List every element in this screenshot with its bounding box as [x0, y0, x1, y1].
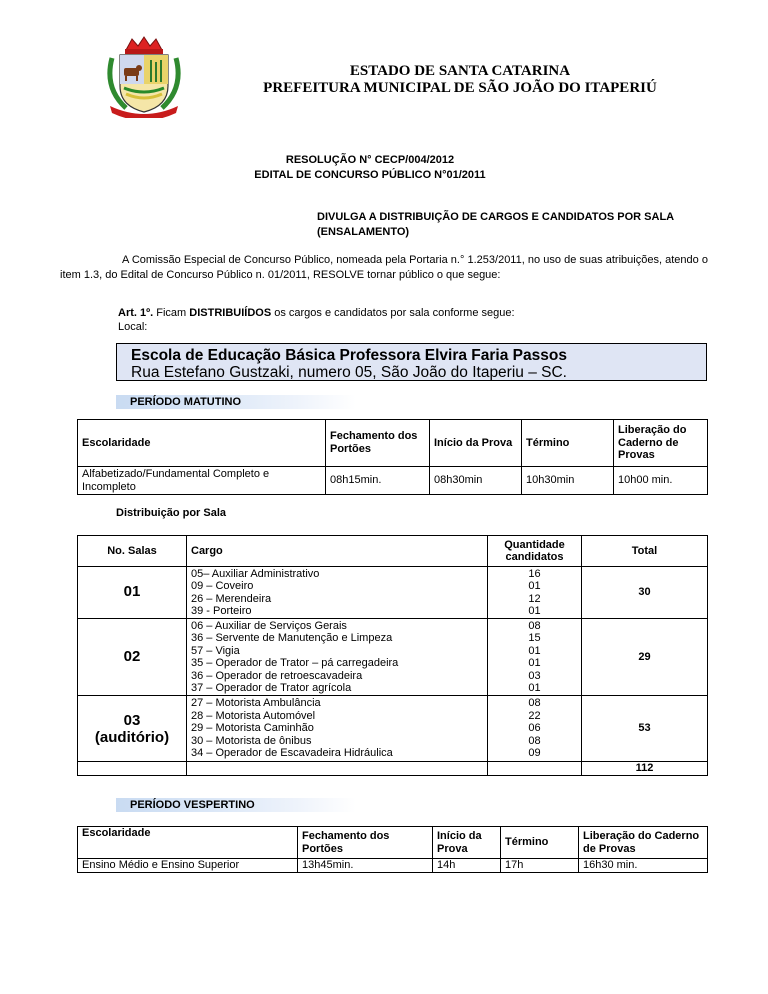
header-cell: Escolaridade — [78, 827, 298, 859]
school-box — [116, 343, 707, 381]
municipal-crest-logo — [106, 36, 182, 118]
header-cell: Término — [501, 827, 579, 859]
article-label: Art. 1º. — [118, 307, 154, 319]
grand-total-row — [78, 762, 708, 776]
quantity-line: 01 — [528, 580, 541, 592]
job-line: 37 – Operador de Trator agrícola — [191, 682, 352, 694]
quantity-line: 15 — [528, 632, 541, 644]
header-cell: Liberação do Caderno de Provas — [614, 420, 708, 467]
resolution-number: RESOLUÇÃO N° CECP/004/2012 — [285, 154, 455, 166]
article-text-2: os cargos e candidatos por sala conforme segue: — [271, 307, 515, 319]
table-cell: 13h45min. — [298, 859, 433, 873]
table-cell: 17h — [501, 859, 579, 873]
room-jobs — [187, 696, 488, 762]
table-cell: 10h00 min. — [614, 467, 708, 495]
article-1 — [118, 306, 515, 321]
intro-paragraph: A Comissão Especial de Concurso Público, nomeada pela Portaria n.° 1.253/2011, no uso de suas atribuições, atendo o item 1.3, do Edital de Concurso Público n. 01/2011, RESOLVE tornar público o que segue: — [60, 254, 708, 281]
quantity-line: 03 — [528, 669, 541, 682]
job-line: 29 – Motorista Caminhão — [191, 722, 314, 735]
table-cell: 08h15min. — [326, 467, 430, 495]
header-cell: Escolaridade — [78, 420, 326, 467]
room-label: 01 — [78, 567, 187, 619]
edital-number: EDITAL DE CONCURSO PÚBLICO N°01/2011 — [254, 169, 486, 181]
table-row — [78, 859, 708, 873]
article-text-1: Ficam — [153, 307, 190, 319]
table-cell: 16h30 min. — [579, 859, 708, 873]
table-row — [78, 696, 708, 762]
table-cell: 14h — [433, 859, 501, 873]
table-header-row — [78, 536, 708, 567]
job-line: 05– Auxiliar Administrativo — [191, 567, 320, 580]
room-jobs — [187, 619, 488, 696]
job-line: 36 – Operador de retroescavadeira — [191, 669, 363, 682]
table-header-row — [78, 420, 708, 467]
room-label: 03 (auditório) — [78, 696, 187, 762]
morning-period-title: PERÍODO MATUTINO — [116, 395, 356, 409]
quantity-line: 01 — [528, 644, 541, 657]
quantity-line: 16 — [528, 567, 541, 580]
header-cell: Cargo — [187, 536, 488, 567]
job-line: 27 – Motorista Ambulância — [191, 697, 321, 710]
job-line: 09 – Coveiro — [191, 580, 254, 592]
room-total: 30 — [582, 567, 708, 619]
empty-cell — [78, 762, 187, 776]
grand-total: 112 — [582, 762, 708, 776]
quantity-line: 08 — [528, 734, 541, 747]
header-cell: Total — [582, 536, 708, 567]
morning-schedule-table — [77, 419, 708, 495]
afternoon-period-title: PERÍODO VESPERTINO — [116, 798, 356, 812]
table-cell: 08h30min — [430, 467, 522, 495]
quantity-line: 12 — [528, 592, 541, 605]
local-label: Local: — [118, 321, 148, 333]
job-line: 34 – Operador de Escavadeira Hidráulica — [191, 747, 393, 760]
quantity-line: 08 — [528, 619, 541, 632]
school-name: Escola de Educação Básica Professora Elvira Faria Passos — [131, 347, 567, 364]
job-line: 36 – Servente de Manutenção e Limpeza — [191, 632, 393, 644]
room-quantities — [488, 619, 582, 696]
quantity-line: 01 — [528, 657, 541, 669]
empty-cell — [187, 762, 488, 776]
article-bold: DISTRIBUIÍDOS — [189, 307, 272, 319]
quantity-line: 09 — [528, 747, 541, 760]
room-quantities — [488, 567, 582, 619]
header-cell: Quantidade candidatos — [488, 536, 582, 567]
room-quantities — [488, 696, 582, 762]
distribution-table — [77, 535, 708, 776]
quantity-line: 22 — [528, 709, 541, 722]
header-cell: No. Salas — [78, 536, 187, 567]
afternoon-schedule-table — [77, 826, 708, 873]
distribution-title: Distribuição por Sala — [116, 507, 227, 519]
table-cell: Ensino Médio e Ensino Superior — [78, 859, 298, 873]
room-total: 29 — [582, 619, 708, 696]
header-cell: Início da Prova — [433, 827, 501, 859]
job-line: 30 – Motorista de ônibus — [191, 734, 312, 747]
header-cell: Fechamento dos Portões — [326, 420, 430, 467]
table-header-row — [78, 827, 708, 859]
job-line: 26 – Merendeira — [191, 592, 272, 605]
quantity-line: 01 — [528, 682, 541, 694]
header-cell: Liberação do Caderno de Provas — [579, 827, 708, 859]
header-cell: Término — [522, 420, 614, 467]
quantity-line: 06 — [528, 722, 541, 735]
header-cell: Início da Prova — [430, 420, 522, 467]
empty-cell — [488, 762, 582, 776]
room-label: 02 — [78, 619, 187, 696]
table-cell: 10h30min — [522, 467, 614, 495]
header-prefecture: PREFEITURA MUNICIPAL DE SÃO JOÃO DO ITAPERIÚ — [263, 80, 657, 96]
header-cell: Fechamento dos Portões — [298, 827, 433, 859]
job-line: 57 – Vigia — [191, 644, 240, 657]
job-line: 39 - Porteiro — [191, 605, 252, 617]
school-address: Rua Estefano Gustzaki, numero 05, São João do Itaperiu – SC. — [131, 364, 567, 381]
quantity-line: 08 — [528, 697, 541, 710]
table-cell: Alfabetizado/Fundamental Completo e Incompleto — [78, 467, 326, 495]
job-line: 06 – Auxiliar de Serviços Gerais — [191, 619, 347, 632]
table-row — [78, 619, 708, 696]
quantity-line: 01 — [528, 605, 541, 617]
room-total: 53 — [582, 696, 708, 762]
job-line: 35 – Operador de Trator – pá carregadeira — [191, 657, 399, 669]
resolution-subject: DIVULGA A DISTRIBUIÇÃO DE CARGOS E CANDIDATOS POR SALA (ENSALAMENTO) — [317, 211, 674, 238]
header-state: ESTADO DE SANTA CATARINA — [349, 63, 571, 79]
table-row — [78, 467, 708, 495]
room-jobs — [187, 567, 488, 619]
job-line: 28 – Motorista Automóvel — [191, 709, 316, 722]
table-row — [78, 567, 708, 619]
